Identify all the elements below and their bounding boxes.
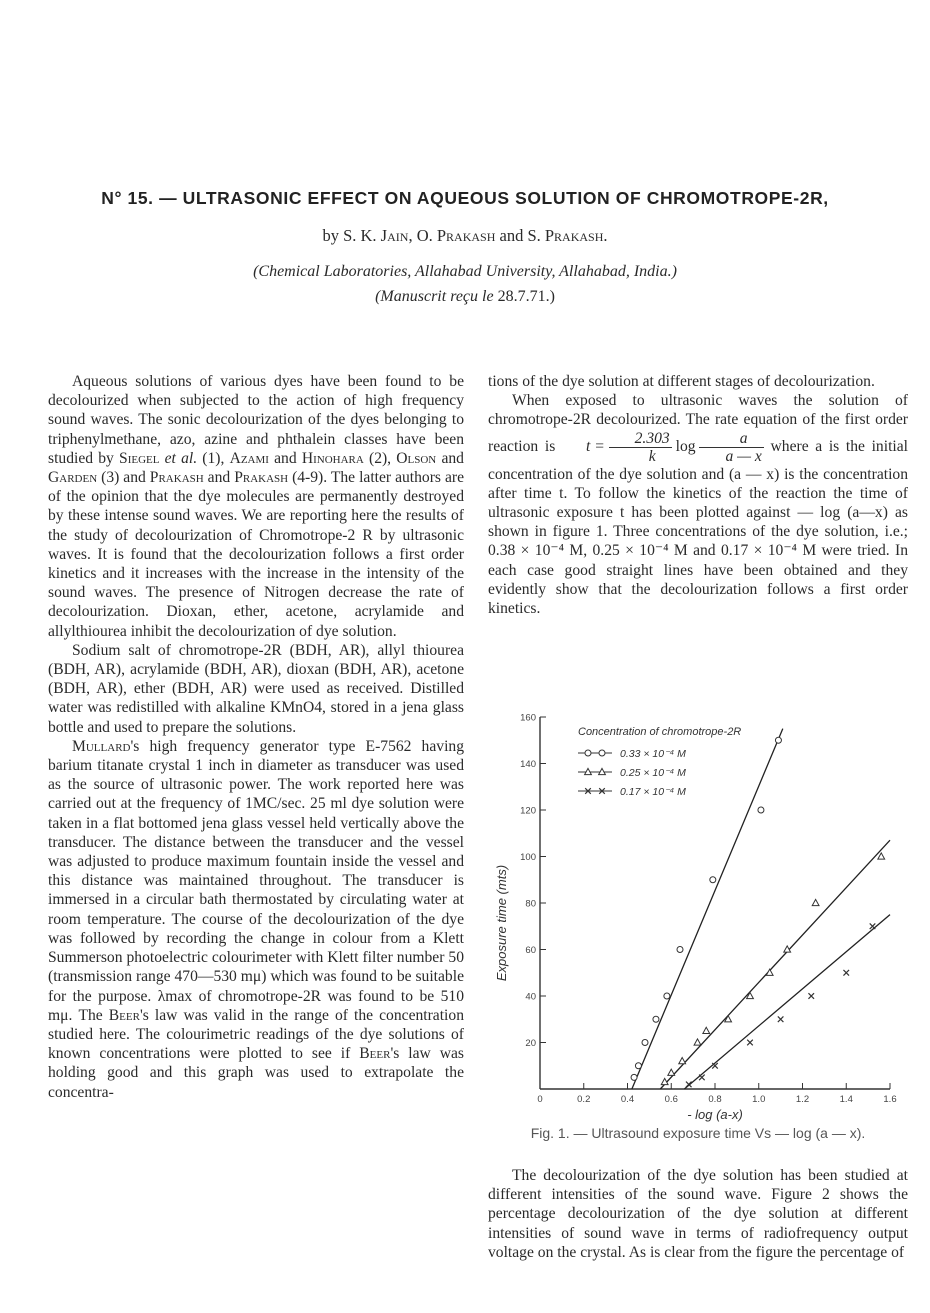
received-value: 28.7.71.) (497, 288, 555, 305)
legend-title: Concentration of chromotrope-2R (578, 726, 742, 738)
x-tick-label: 0.8 (708, 1094, 722, 1105)
by-word: by (322, 226, 339, 245)
right-column-top (488, 372, 908, 618)
paragraph-intro: Aqueous solutions of various dyes have been found to be decolourized when subjected to the action of high frequency sound waves. The sonic decolourization of the dyes belonging to triphenylmethane, azo, azine and phthalein classes have been studied by Siegel et al. (1), Azami and Hinohara (2), Olson and Garden (3) and Prakash and Prakash (4-9). The latter authors are of the opinion that the dye molecules are permanently destroyed by these intense sound waves. We are reporting here the results of the study of decolourization of Chromotrope-2 R by ultrasonic waves. It is found that the decolourization follows a first order kinetics and it increases with the increase in the intensity of the sound waves. The presence of Nitrogen decrease the rate of decolourization. Dioxan, ether, acetone, acrylamide and allylthiourea inhibit the decolourization of dye solution. (48, 373, 465, 640)
data-point-series-2 (668, 1069, 675, 1075)
right-column-bottom (488, 1166, 908, 1262)
paragraph-materials: Sodium salt of chromotrope-2R (BDH, AR), allyl thiourea (BDH, AR), acrylamide (BDH, AR), dioxan (BDH, AR), acetone (BDH, AR), ether (BDH, AR) were used as received. Distilled water was redistilled with alkaline KMnO4, stored in a jena glass bottle and used to prepare the solutions. (48, 641, 464, 736)
paper-title: N° 15. — ULTRASONIC EFFECT ON AQUEOUS SOLUTION OF CHROMOTROPE-2R, (101, 188, 829, 208)
data-point-series-1 (664, 993, 670, 999)
data-point-series-1 (642, 1040, 648, 1046)
paragraph-rate-equation: When exposed to ultrasonic waves the solution of chromotrope-2R decolourized. The rate equation of the first order reaction is t = $\frac{2.303}{k}$ log $\frac{a}{a — x}$ where a is the initial concentration of the dye solution and (a — x) is the concentration after time t. To follow the kinetics of the reaction the time of ultrasonic exposure t has been plotted against — log (a—x) as shown in figure 1. Three concentrations of the dye solution, i.e.; 0.38 × 10⁻⁴ M, 0.25 × 10⁻⁴ M and 0.17 × 10⁻⁴ M were tried. In each case good straight lines have been obtained and they evidently show that the decolourization follows a first order kinetics. (488, 392, 908, 618)
data-point-series-1 (653, 1016, 659, 1022)
data-point-series-3 (747, 1040, 753, 1046)
data-point-series-3 (699, 1075, 705, 1081)
paragraph-intensity: The decolourization of the dye solution has been studied at different intensities of the sound wave. Figure 2 shows the percentage decolourization of the dye solution at different intensities of sound wave in terms of radiofrequency output voltage on the crystal. As is clear from the figure the percentage of (488, 1167, 908, 1261)
paragraph-continued: tions of the dye solution at different stages of decolourization. (488, 373, 875, 390)
data-point-series-2 (747, 992, 754, 998)
x-tick-label: 1.2 (795, 1094, 810, 1105)
data-point-series-2 (703, 1027, 710, 1033)
paragraph-apparatus: Mullard's high frequency generator type E-7562 having barium titanate crystal 1 inch in diameter as transducer was used as the source of ultrasonic power. The work reported here was carried out at the frequency of 1MC/sec. 25 ml dye solution were taken in a flat bottomed jena glass vessel held vertically above the transducer. The distance between the transducer and the vessel was adjusted to produce maximum fountain inside the vessel and this distance was maintained throughout. The transducer is immersed in a circular bath thermostated by circulating water at room temperature. The course of the decolourization of the dye was followed by recording the change in colour from a Klett Summerson photoelectric colourimeter with Klett filter number 50 (transmission range 470—530 mμ) which was found to be suitable for the purpose. λmax of chromotrope-2R was found to be 510 mμ. The Beer's law was valid in the range of the concentration studied here. The colourimetric readings of the dye solutions of known concentrations were plotted to see if Beer's law was holding good and this graph was used to extrapolate the concentra- (48, 737, 464, 1101)
x-axis-label: - log (a-x) (687, 1107, 743, 1122)
left-column (48, 372, 464, 1102)
and-word: and (499, 226, 524, 245)
y-tick-label: 20 (525, 1038, 536, 1049)
data-point-series-2 (679, 1058, 686, 1064)
legend-marker-1 (599, 750, 605, 756)
data-point-series-3 (808, 993, 814, 999)
received-date (0, 288, 930, 306)
author-o-prakash: O. Prakash (416, 226, 496, 245)
x-tick-label: 1.6 (883, 1094, 897, 1105)
data-point-series-2 (812, 899, 819, 905)
data-point-series-3 (870, 923, 876, 929)
figure-1-chart (488, 705, 908, 1125)
data-point-series-1 (775, 737, 781, 743)
legend-entry-1: 0.33 × 10⁻⁴ M (620, 748, 686, 760)
y-tick-label: 60 (525, 945, 536, 956)
author-line: by S. K. Jain, O. Prakash and S. Prakash. (322, 226, 608, 245)
received-prefix: (Manuscrit reçu le (375, 288, 494, 305)
y-tick-label: 160 (520, 712, 536, 724)
series-line-2 (660, 840, 890, 1089)
series-line-3 (684, 915, 890, 1089)
x-tick-label: 0.4 (620, 1094, 635, 1105)
x-tick-label: 1.4 (839, 1094, 853, 1105)
rate-equation: t = $\frac{2.303}{k}$ log $\frac{a}{a — x}$ (585, 429, 762, 465)
data-point-series-2 (694, 1039, 701, 1045)
data-point-series-2 (878, 853, 885, 859)
x-tick-label: 0.2 (577, 1094, 591, 1105)
data-point-series-1 (635, 1063, 641, 1069)
data-point-series-1 (631, 1074, 637, 1080)
y-tick-label: 100 (520, 852, 536, 863)
y-tick-label: 120 (520, 805, 536, 817)
data-point-series-3 (843, 970, 849, 976)
y-tick-label: 80 (525, 898, 536, 910)
y-tick-label: 140 (520, 759, 536, 770)
x-tick-label: 0.6 (664, 1094, 678, 1105)
y-tick-label: 40 (525, 991, 536, 1003)
data-point-series-3 (778, 1016, 784, 1022)
x-tick-label: 1.0 (752, 1094, 766, 1105)
legend-entry-2: 0.25 × 10⁻⁴ M (620, 767, 686, 779)
affiliation: (Chemical Laboratories, Allahabad University, Allahabad, India.) (253, 263, 677, 280)
data-point-series-1 (758, 807, 764, 813)
y-axis-label: Exposure time (mts) (494, 864, 509, 982)
legend-entry-3: 0.17 × 10⁻⁴ M (620, 786, 686, 798)
legend-marker-1 (585, 750, 591, 756)
figure-caption: Fig. 1. — Ultrasound exposure time Vs — log (a — x). (530, 1125, 866, 1141)
series-line-1 (632, 729, 783, 1089)
data-point-series-1 (677, 947, 683, 953)
author-s-prakash: S. Prakash. (527, 226, 608, 245)
data-point-series-1 (710, 877, 716, 883)
author-jain: S. K. Jain (343, 226, 409, 245)
x-tick-label: 0 (537, 1094, 543, 1105)
